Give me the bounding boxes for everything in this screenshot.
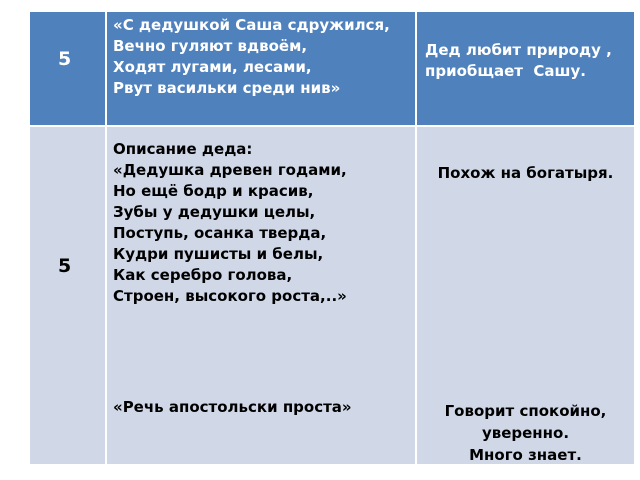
comment-speech: Говорит спокойно, уверенно. Много знает. [444, 402, 607, 464]
comment-hero: Похож на богатыря. [437, 164, 614, 182]
row-quote-cell [107, 127, 415, 464]
speech-quote: «Речь апостольски проста» [113, 398, 352, 416]
poem-analysis-table [30, 12, 634, 464]
header-number-cell [30, 12, 105, 125]
header-quote: «С дедушкой Саша сдружился, Вечно гуляют вдвоём, Ходят лугами, лесами, Рвут васильки среди нив» [113, 16, 390, 97]
grandfather-description: Описание деда: «Дедушка древен годами, Но ещё бодр и красив, Зубы у дедушки целы, Поступь, осанка тверда, Кудри пушисты и белы, Как серебро голова, Строен, высокого роста,..» [113, 140, 347, 305]
header-quote-cell [107, 12, 415, 125]
header-comment-cell [417, 12, 634, 125]
row-comment-cell [417, 127, 634, 464]
header-number: 5 [58, 48, 72, 70]
header-comment: Дед любит природу , приобщает Сашу. [425, 41, 612, 80]
row-number-cell [30, 127, 105, 464]
row-number: 5 [58, 255, 72, 277]
